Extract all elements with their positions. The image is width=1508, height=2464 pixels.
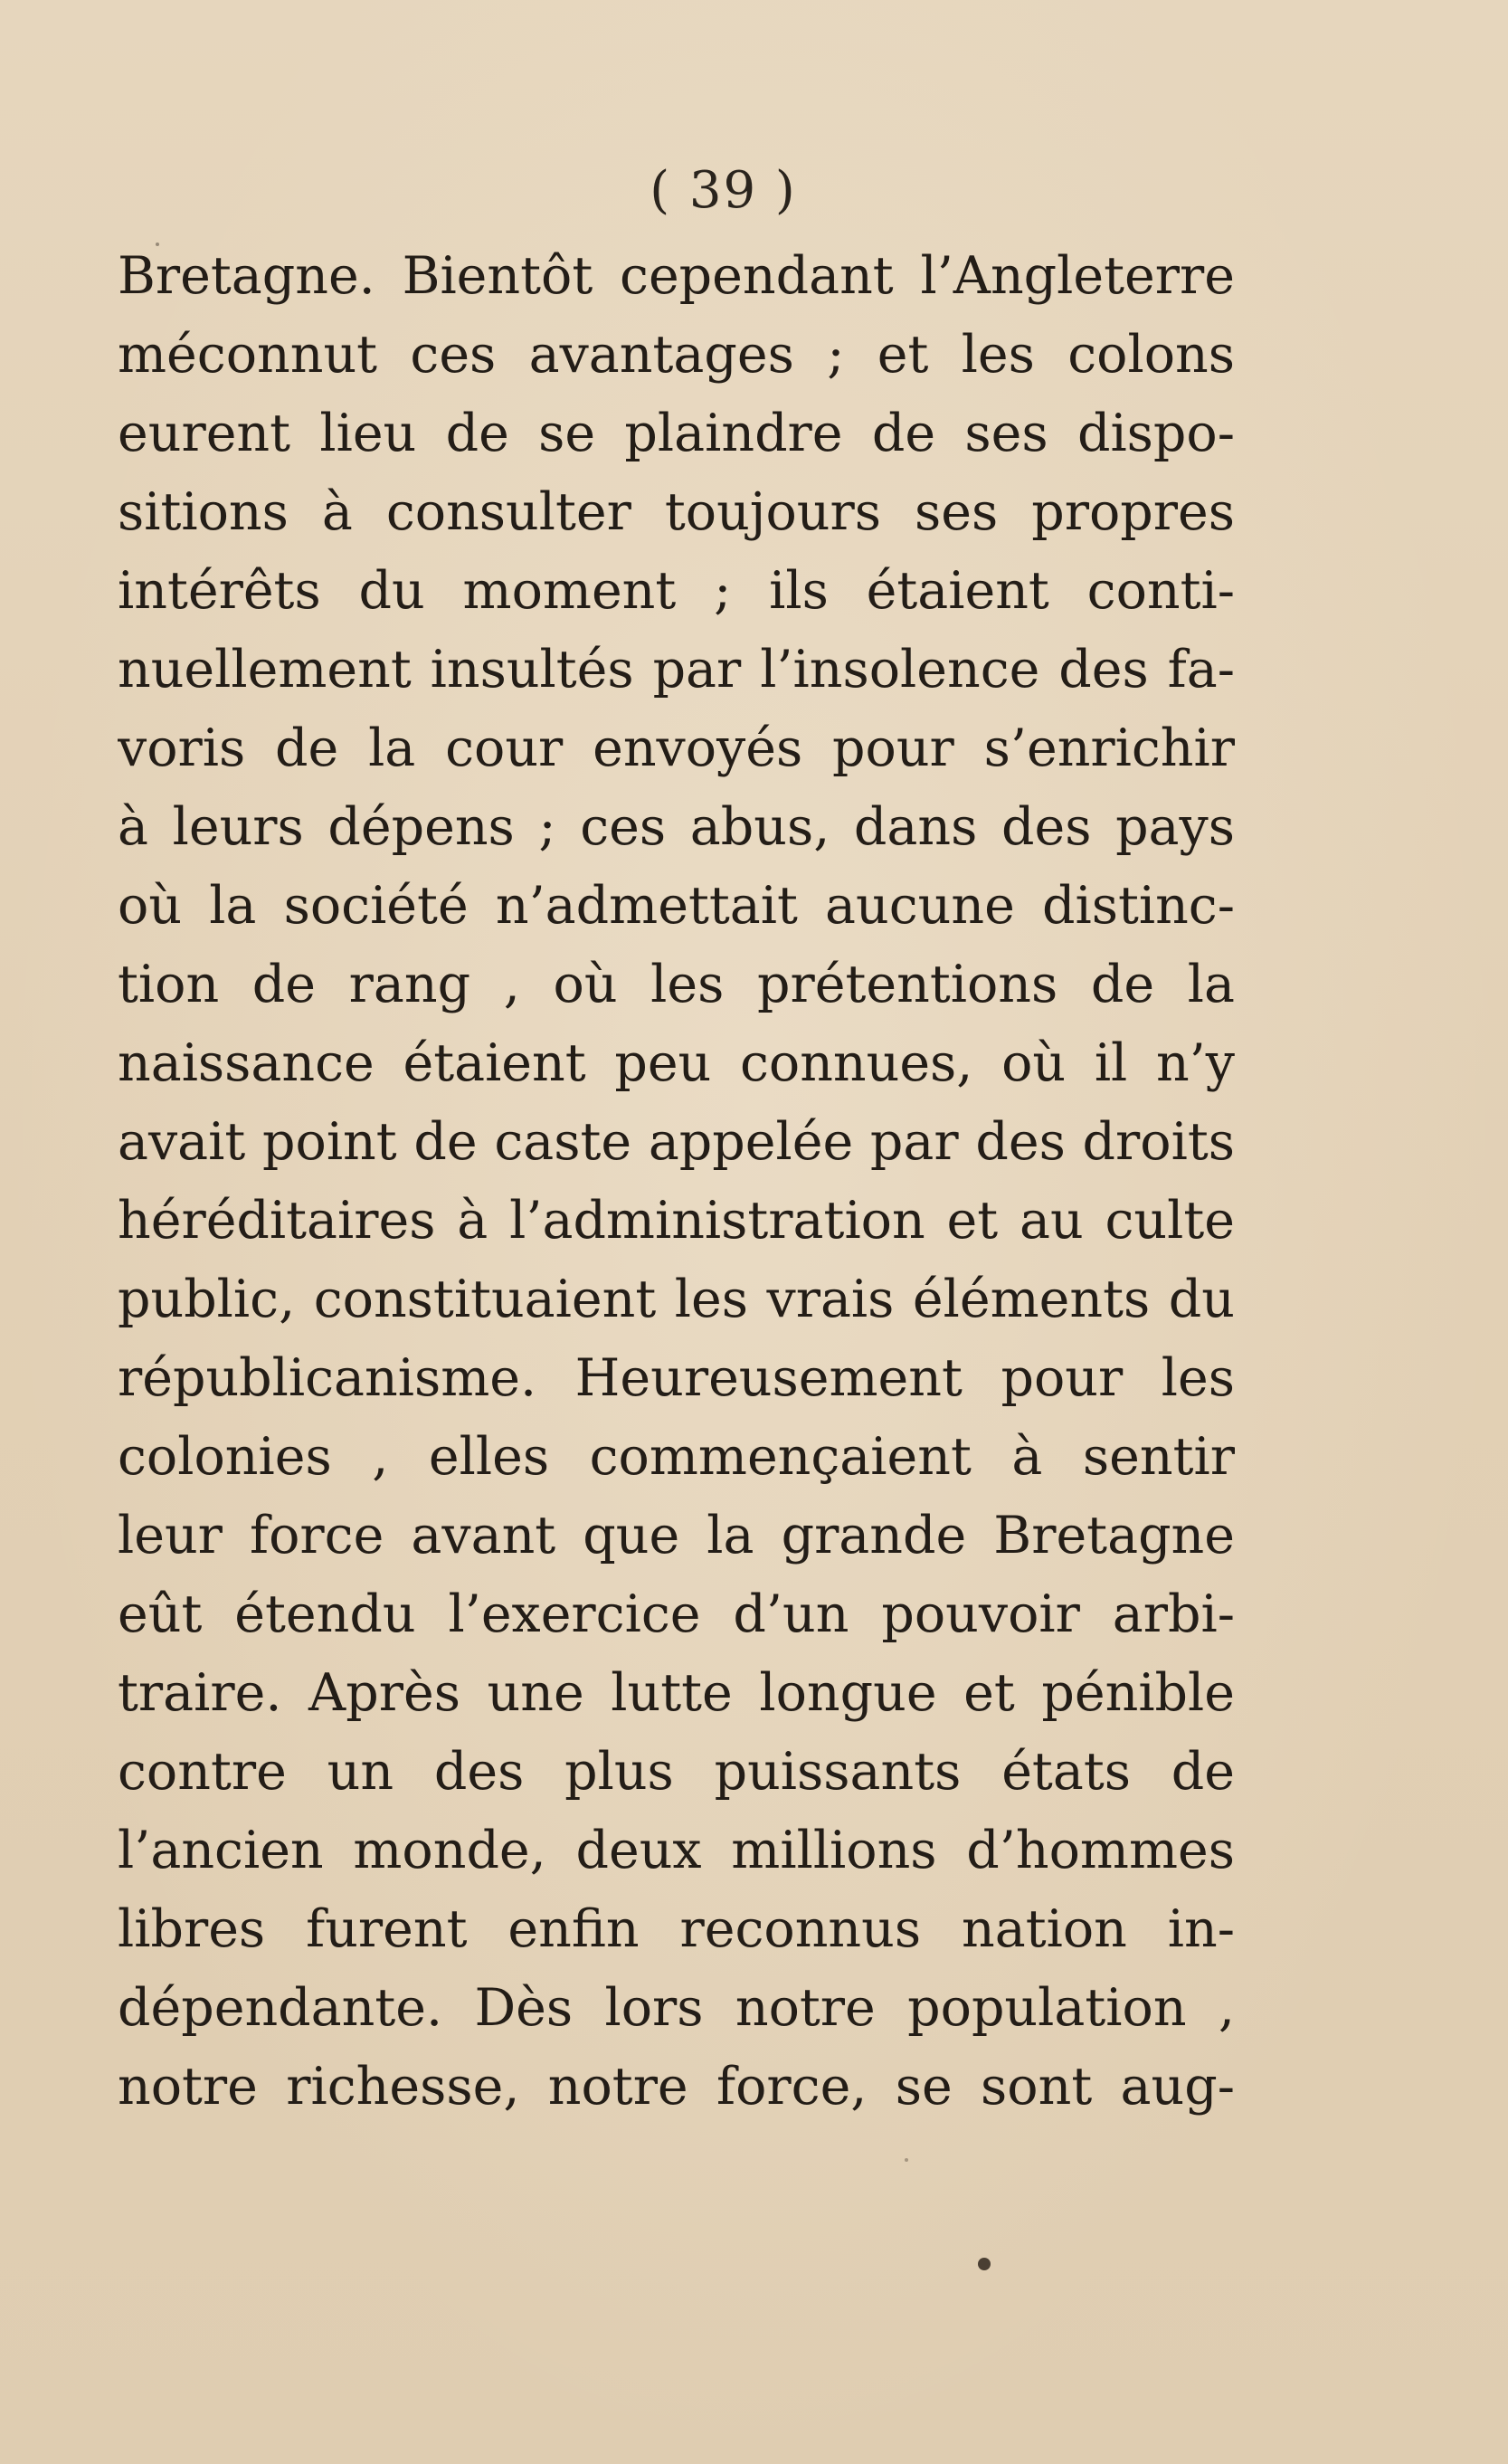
text-line: leur force avant que la grande Bretagne [118, 1506, 1235, 1565]
text-line: sitions à consulter toujours ses propres [118, 482, 1235, 542]
text-line: héréditaires à l’administration et au culte [118, 1191, 1235, 1251]
text-line: public, constituaient les vrais éléments du [118, 1270, 1235, 1329]
text-line: l’ancien monde, deux millions d’hommes [118, 1821, 1235, 1880]
text-line: tion de rang , où les prétentions de la [118, 955, 1235, 1014]
text-line: dépendante. Dès lors notre population , [118, 1978, 1235, 2038]
ink-speck [905, 2158, 908, 2162]
text-line: nuellement insultés par l’insolence des fa- [118, 640, 1235, 699]
text-line: eût étendu l’exercice d’un pouvoir arbi- [118, 1584, 1235, 1644]
text-line: colonies , elles commençaient à sentir [118, 1427, 1235, 1487]
text-line: avait point de caste appelée par des droits [118, 1112, 1235, 1172]
text-line: naissance étaient peu connues, où il n’y [118, 1033, 1235, 1093]
text-line: voris de la cour envoyés pour s’enrichir [118, 718, 1235, 778]
text-line: méconnut ces avantages ; et les colons [118, 325, 1235, 385]
text-line: intérêts du moment ; ils étaient conti- [118, 561, 1235, 621]
text-line: républicanisme. Heureusement pour les [118, 1348, 1235, 1408]
text-line: traire. Après une lutte longue et pénible [118, 1663, 1235, 1723]
ink-speck [978, 2258, 991, 2270]
text-line: notre richesse, notre force, se sont aug- [118, 2057, 1235, 2117]
text-line: à leurs dépens ; ces abus, dans des pays [118, 797, 1235, 857]
text-line: où la société n’admettait aucune distinc- [118, 876, 1235, 936]
text-line: eurent lieu de se plaindre de ses dispo- [118, 404, 1235, 463]
text-line: contre un des plus puissants états de [118, 1742, 1235, 1802]
text-line: libres furent enfin reconnus nation in- [118, 1899, 1235, 1959]
text-line: Bretagne. Bientôt cependant l’Angleterre [118, 246, 1235, 306]
page-number: ( 39 ) [650, 161, 797, 220]
ink-speck [156, 243, 159, 246]
